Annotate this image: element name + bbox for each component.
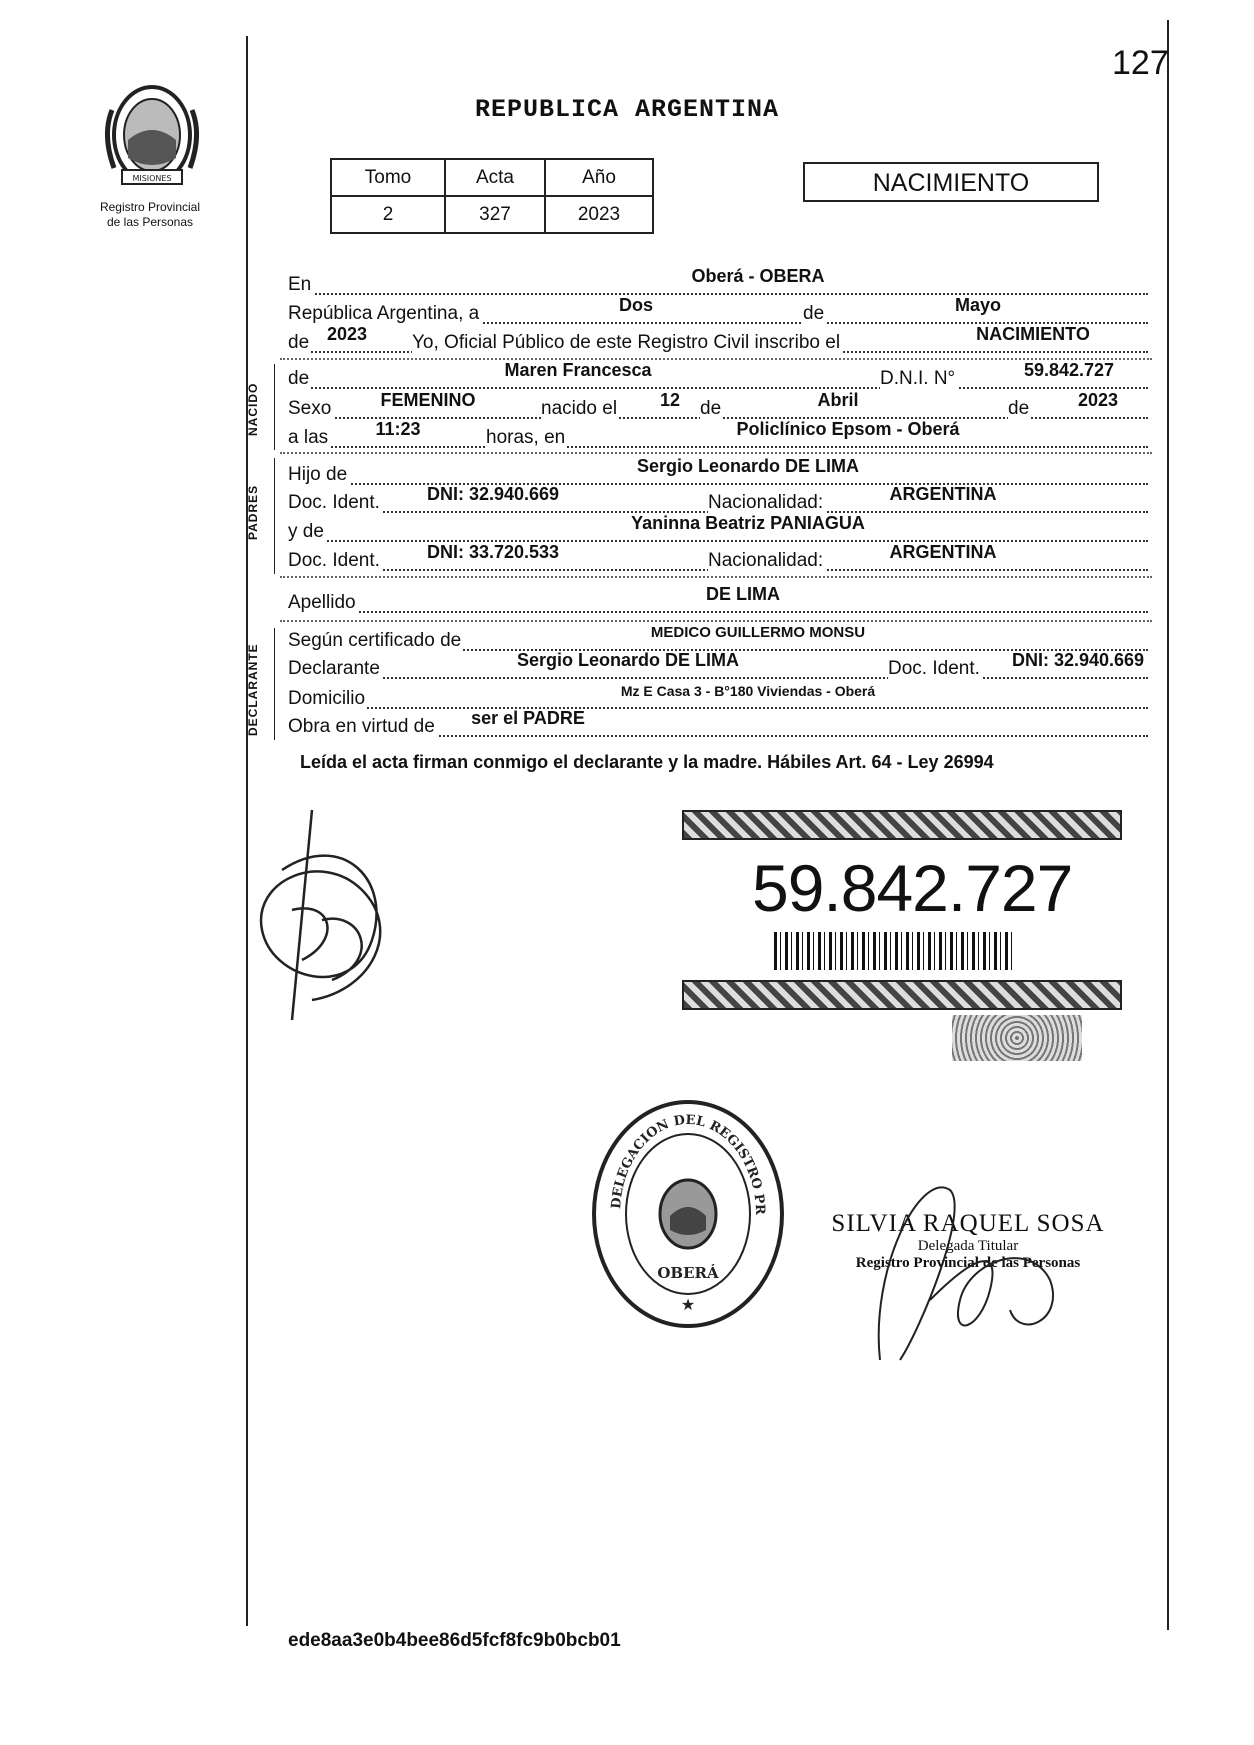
row-sex-birth — [288, 390, 1148, 422]
acta-value: 327 — [445, 196, 545, 233]
registry-value-row — [331, 196, 653, 233]
nac2-label: Nacionalidad: — [708, 550, 824, 571]
de2-label: de — [288, 332, 310, 353]
seal-city: OBERÁ — [657, 1264, 719, 1282]
row-year — [288, 324, 1148, 356]
sexo-label: Sexo — [288, 398, 332, 419]
closing-text: Leída el acta firman conmigo el declarante y la madre. Hábiles Art. 64 - Ley 26994 — [300, 752, 994, 772]
dni-label: D.N.I. N° — [880, 368, 956, 389]
nacido-label: nacido el — [541, 398, 618, 419]
domicilio-label: Domicilio — [288, 688, 366, 709]
provincial-emblem-icon — [92, 80, 212, 190]
child-name-value: Maren Francesca — [504, 360, 652, 380]
row-declarant — [288, 650, 1148, 682]
row-child-name — [288, 360, 1148, 392]
declarant-signature — [252, 790, 432, 1030]
svg-text:MISIONES: MISIONES — [132, 174, 172, 183]
security-stripe-top — [682, 810, 1122, 840]
row-father-doc — [288, 484, 1148, 516]
father-nat-value: ARGENTINA — [889, 484, 997, 504]
surname-value: DE LIMA — [706, 584, 780, 604]
child-dni-value: 59.842.727 — [1023, 360, 1115, 380]
page-number: 127 — [1112, 44, 1169, 82]
security-hologram-icon — [952, 1015, 1082, 1061]
row-address — [288, 684, 1148, 712]
padres-bracket — [274, 458, 275, 574]
apellido-label: Apellido — [288, 592, 356, 613]
side-label-padres: PADRES — [246, 484, 260, 540]
place-value: Oberá - OBERA — [691, 266, 825, 286]
address-value: Mz E Casa 3 - B°180 Viviendas - Oberá — [620, 683, 876, 699]
declarante-bracket — [274, 628, 275, 740]
obra-value: ser el PADRE — [471, 708, 585, 728]
act-inscribed-value: NACIMIENTO — [976, 324, 1090, 344]
doc3-label: Doc. Ident. — [888, 658, 980, 679]
emblem-caption — [80, 200, 220, 230]
page-title: REPUBLICA ARGENTINA — [474, 95, 780, 124]
row-date — [288, 295, 1148, 327]
row-obra — [288, 708, 1148, 740]
yde-label: y de — [288, 521, 324, 542]
en-label: En — [288, 274, 312, 295]
tomo-header: Tomo — [331, 159, 445, 196]
mother-value: Yaninna Beatriz PANIAGUA — [631, 513, 865, 533]
hijo-label: Hijo de — [288, 464, 348, 485]
birth-time-value: 11:23 — [375, 419, 421, 439]
signer-office: Registro Provincial de las Personas — [855, 1255, 1081, 1271]
day-value: Dos — [618, 295, 653, 315]
document-hash: ede8aa3e0b4bee86d5fcf8fc9b0bcb01 — [288, 1630, 621, 1651]
obra-label: Obra en virtud de — [288, 716, 435, 737]
barcode-icon — [774, 932, 1014, 970]
declarante-label: Declarante — [288, 658, 380, 679]
registry-header-row — [331, 159, 653, 196]
father-value: Sergio Leonardo DE LIMA — [636, 456, 859, 476]
dni-sticker — [682, 810, 1122, 1060]
emblem-caption-line1: Registro Provincial — [99, 200, 201, 214]
row-time-place — [288, 419, 1148, 451]
anio-value: 2023 — [545, 196, 653, 233]
right-margin-rule — [1167, 20, 1169, 1630]
certificado-label: Según certificado de — [288, 630, 462, 651]
signer-name: SILVIA RAQUEL SOSA — [831, 1210, 1105, 1237]
official-seal — [590, 1098, 786, 1330]
de4-label: de — [1008, 398, 1030, 419]
birth-month-value: Abril — [817, 390, 859, 410]
de3-label: de — [700, 398, 722, 419]
act-type-box: NACIMIENTO — [803, 162, 1099, 202]
father-doc-value: DNI: 32.940.669 — [426, 484, 560, 504]
row-surname — [288, 584, 1148, 616]
separator — [280, 452, 1152, 454]
separator — [280, 576, 1152, 578]
nac-label: Nacionalidad: — [708, 492, 824, 513]
declarant-value: Sergio Leonardo DE LIMA — [516, 650, 739, 670]
oficial-label: Yo, Oficial Público de este Registro Civil inscribo el — [412, 332, 841, 353]
horas-label: horas, en — [486, 427, 566, 448]
birth-place-value: Policlínico Epsom - Oberá — [736, 419, 960, 439]
side-label-declarante: DECLARANTE — [246, 643, 260, 736]
seal-text: DELEGACION DEL REGISTRO PR — [609, 1112, 768, 1216]
security-stripe-bottom — [682, 980, 1122, 1010]
mother-doc-value: DNI: 33.720.533 — [426, 542, 560, 562]
doc-label: Doc. Ident. — [288, 492, 380, 513]
row-place — [288, 266, 1148, 298]
anio-header: Año — [545, 159, 653, 196]
month-value: Mayo — [954, 295, 1001, 315]
birth-day-value: 12 — [659, 390, 681, 410]
sex-value: FEMENINO — [380, 390, 476, 410]
declarant-doc-value: DNI: 32.940.669 — [1011, 650, 1145, 670]
left-margin-rule — [246, 36, 248, 1626]
de-name-label: de — [288, 368, 310, 389]
tomo-value: 2 — [331, 196, 445, 233]
signer-role: Delegada Titular — [917, 1238, 1019, 1254]
republica-label: República Argentina, a — [288, 303, 480, 324]
acta-header: Acta — [445, 159, 545, 196]
dni-sticker-number: 59.842.727 — [752, 851, 1073, 925]
mother-nat-value: ARGENTINA — [889, 542, 997, 562]
emblem-caption-line2: de las Personas — [106, 215, 194, 229]
doc2-label: Doc. Ident. — [288, 550, 380, 571]
certificate-value: MEDICO GUILLERMO MONSU — [650, 624, 866, 641]
row-mother-doc — [288, 542, 1148, 574]
separator — [280, 620, 1152, 622]
birth-year-value: 2023 — [1077, 390, 1119, 410]
row-mother — [288, 513, 1148, 545]
de-label: de — [803, 303, 825, 324]
year-value: 2023 — [326, 324, 368, 344]
registrar-signature — [860, 1150, 1100, 1370]
registry-table — [330, 158, 654, 234]
side-label-nacido: NACIDO — [246, 382, 260, 436]
nacido-bracket — [274, 364, 275, 450]
alas-label: a las — [288, 427, 329, 448]
star-icon: ★ — [680, 1297, 696, 1314]
